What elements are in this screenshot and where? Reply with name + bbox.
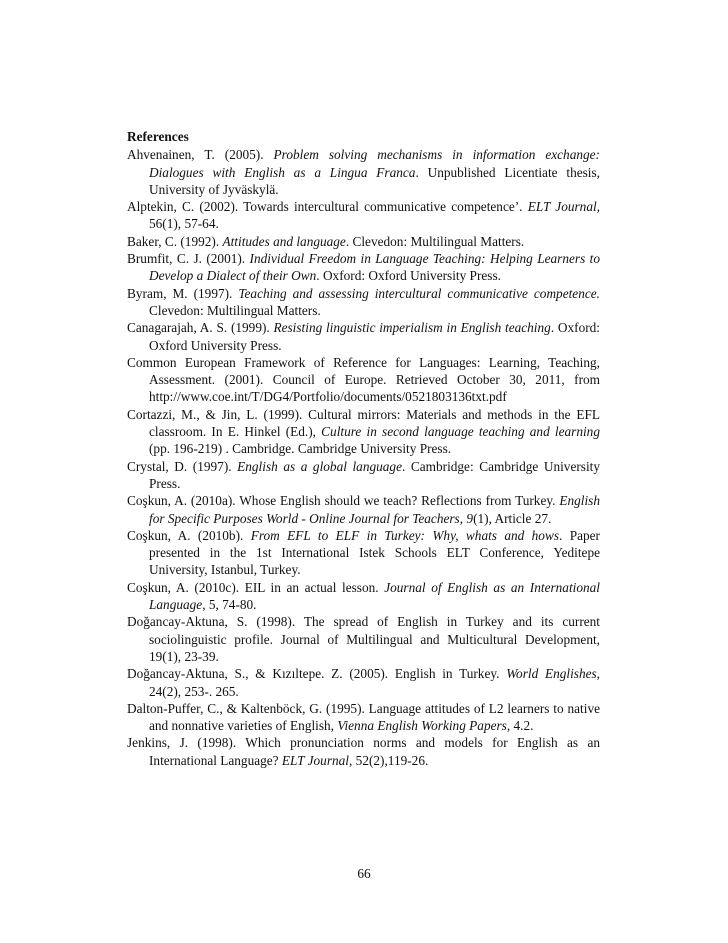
reference-title: Resisting linguistic imperialism in English teaching	[273, 320, 551, 336]
reference-title: World Englishes	[506, 666, 597, 682]
reference-entry	[127, 198, 600, 233]
reference-text: . Cambridge: Cambridge University Press.	[149, 458, 600, 491]
reference-title: Individual Freedom in Language Teaching: Helping Learners to Develop a Dialect of their Own	[149, 251, 600, 284]
reference-entry	[127, 458, 600, 493]
reference-title: Teaching and assessing intercultural communicative competence.	[238, 285, 600, 301]
reference-text: . Oxford: Oxford University Press.	[316, 268, 501, 284]
reference-text: . Paper presented in the 1st International Istek Schools ELT Conference, Yeditepe University, Istanbul, Turkey.	[149, 527, 600, 578]
reference-text: Coşkun, A. (2010b).	[127, 527, 251, 543]
reference-text: Alptekin, C. (2002). Towards intercultural communicative competence’.	[127, 199, 528, 215]
references-heading: References	[127, 129, 189, 144]
reference-text: 56(1), 57-64.	[149, 216, 219, 232]
reference-text: , 5, 74-80.	[202, 597, 257, 613]
reference-entry	[127, 613, 600, 665]
reference-entry	[127, 527, 600, 579]
reference-entry	[127, 250, 600, 285]
reference-title: Journal of English as an International Language	[149, 579, 600, 613]
reference-title: English for Specific Purposes World - Online Journal for Teachers	[149, 493, 600, 526]
reference-text: (pp. 196-219) . Cambridge. Cambridge University Press.	[149, 441, 452, 457]
reference-text: Doğancay-Aktuna, S. (1998). The spread of English in Turkey and its current sociolinguistic profile. Journal of Multilingual and Multicultural Development, 19(1), 23-39.	[127, 614, 600, 664]
reference-text: Canagarajah, A. S. (1999).	[127, 320, 274, 336]
reference-text: Brumfit, C. J. (2001).	[127, 251, 250, 267]
reference-text: . Clevedon: Multilingual Matters.	[345, 233, 525, 249]
reference-entry	[127, 146, 600, 198]
reference-text: Crystal, D. (1997).	[127, 458, 238, 474]
reference-title: Culture in second language teaching and learning	[321, 424, 600, 440]
reference-text: (1), Article 27.	[473, 510, 552, 526]
reference-text: Dalton-Puffer, C., & Kaltenböck, G. (1995). Language attitudes of L2 learners to native and nonnative varieties of English,	[127, 700, 600, 734]
reference-entry	[127, 319, 600, 354]
reference-text: Coşkun, A. (2010a). Whose English should we teach? Reflections from Turkey.	[127, 493, 560, 509]
reference-entry	[127, 354, 600, 406]
reference-text: Baker, C. (1992).	[127, 233, 223, 249]
reference-title: ELT Journal,	[527, 199, 600, 215]
reference-text: , 24(2), 253-. 265.	[149, 666, 600, 699]
reference-title: 9	[466, 510, 474, 526]
reference-text: Common European Framework of Reference for Languages: Learning, Teaching, Assessment. (2001). Council of Europe. Retrieved October 30, 2011, from http://www.coe.int/T/DG4/Portfolio/documents/0521803136txt.pdf	[127, 354, 600, 405]
reference-title: Problem solving mechanisms in information exchange: Dialogues with English as a Lingua Franca	[149, 147, 600, 180]
reference-entry	[127, 579, 600, 614]
reference-text: . Unpublished Licentiate thesis, University of Jyväskylä.	[149, 164, 600, 197]
reference-title: English as a global language	[237, 458, 402, 474]
reference-title: ELT Journal	[281, 752, 350, 768]
reference-entry	[127, 233, 600, 250]
reference-entry	[127, 492, 600, 527]
reference-entry	[127, 285, 600, 320]
reference-text: Coşkun, A. (2010c). EIL in an actual lesson.	[127, 579, 385, 595]
reference-title: Vienna English Working Papers	[337, 718, 507, 734]
reference-title: From EFL to ELF in Turkey: Why, whats and hows	[250, 527, 559, 543]
reference-entry	[127, 665, 600, 700]
page-number: 66	[357, 866, 371, 881]
reference-text: , 52(2),119-26.	[349, 752, 429, 768]
reference-entry	[127, 700, 600, 735]
reference-text: Doğancay-Aktuna, S., & Kızıltepe. Z. (2005). English in Turkey.	[127, 666, 507, 682]
reference-entry	[127, 406, 600, 458]
reference-text: ,	[459, 510, 467, 526]
reference-text: , 4.2.	[506, 718, 534, 734]
reference-list	[127, 146, 600, 769]
reference-text: Cortazzi, M., & Jin, L. (1999). Cultural mirrors: Materials and methods in the EFL classroom. In E. Hinkel (Ed.),	[127, 406, 600, 440]
reference-text: . Oxford: Oxford University Press.	[149, 320, 600, 353]
reference-text: Ahvenainen, T. (2005).	[127, 147, 274, 163]
reference-text: Byram, M. (1997).	[127, 285, 239, 301]
reference-entry	[127, 734, 600, 769]
references-section	[127, 128, 600, 769]
reference-title: Attitudes and language	[222, 233, 346, 249]
reference-text: Jenkins, J. (1998). Which pronunciation norms and models for English as an International Language?	[127, 735, 600, 768]
reference-text: Clevedon: Multilingual Matters.	[149, 302, 321, 318]
